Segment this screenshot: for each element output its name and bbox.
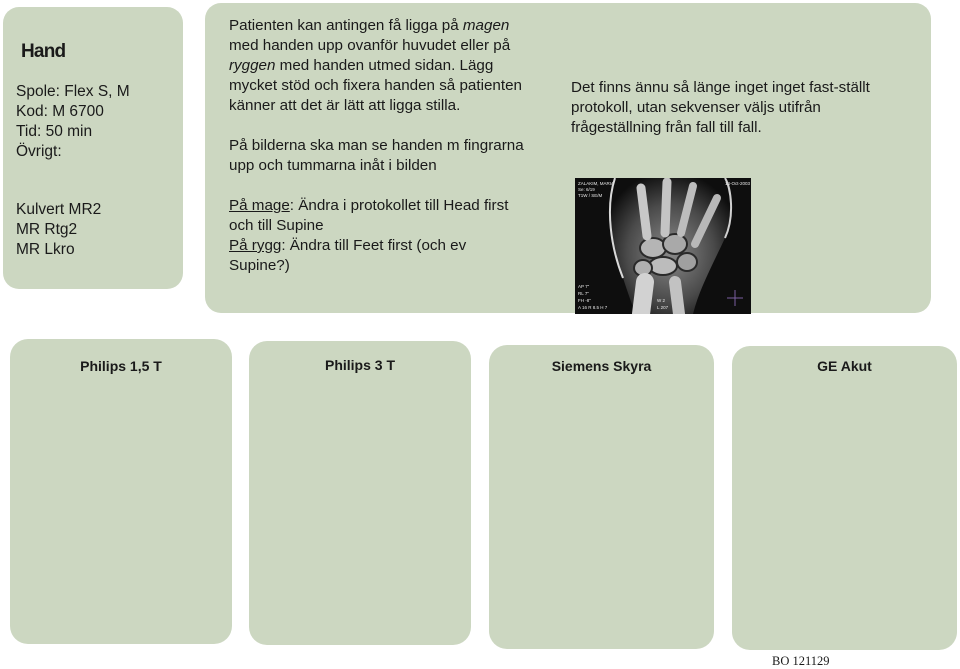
overlay-text: W 2 — [657, 298, 666, 303]
overlay-text: RL 7" — [578, 291, 589, 296]
overlay-date: 14-Oct-2003 — [725, 181, 751, 186]
code-line: Kod: M 6700 — [16, 103, 104, 120]
scanner-label: GE Akut — [817, 358, 872, 374]
text-span: med handen utmed sidan. Lägg mycket stöd och fixera handen så patienten känner att det är lätt att ligga stilla. — [229, 57, 522, 114]
exam-title: Hand — [21, 41, 66, 62]
prone-instruction — [229, 196, 529, 236]
scanner-card-philips-15t — [10, 339, 232, 644]
instructions-card — [205, 3, 931, 313]
emphasis-magen: magen — [462, 17, 510, 34]
document-code: BO 121129 — [772, 654, 830, 668]
scanner-label: Philips 1,5 T — [80, 358, 162, 374]
scanner-card-siemens-skyra — [489, 345, 714, 649]
emphasis-ryggen: ryggen — [229, 57, 276, 74]
scanner-label: Philips 3 T — [324, 357, 395, 373]
overlay-text: A 16 R 8.5 H 7 — [578, 305, 608, 310]
supine-label: På rygg — [229, 237, 282, 254]
text-span: Patienten kan antingen få ligga på — [229, 17, 463, 34]
protocol-note: Det finns ännu så länge inget inget fast-ställt protokoll, utan sekvenser väljs utifrån frågeställning från fall till fall. — [571, 79, 870, 136]
supine-instruction — [229, 236, 529, 276]
scanner-card-philips-3t — [249, 341, 471, 645]
time-line: Tid: 50 min — [16, 123, 93, 140]
overlay-text: T1W / SE/M — [578, 193, 603, 198]
other-line: Övrigt: — [16, 143, 62, 160]
mri-wrist-image — [575, 178, 751, 314]
scanner-label: Siemens Skyra — [551, 358, 652, 374]
positioning-instructions — [229, 16, 529, 276]
supine-text: : Ändra till Feet first (och ev Supine?) — [229, 237, 467, 274]
overlay-text: ZALAKIM, MARIA — [578, 181, 615, 186]
location-list — [16, 200, 101, 260]
text-span: med handen upp ovanför huvudet eller på — [229, 37, 511, 54]
location-line: MR Lkro — [16, 241, 75, 258]
exam-details — [16, 82, 130, 162]
mri-scan-graphic — [575, 178, 751, 314]
coil-line: Spole: Flex S, M — [16, 83, 130, 100]
positioning-paragraph — [229, 16, 529, 116]
overlay-text: L 207 — [657, 305, 669, 310]
location-line: Kulvert MR2 — [16, 201, 102, 218]
overlay-text: Se: 6/19 — [578, 187, 595, 192]
overlay-text: FH -8" — [578, 298, 591, 303]
exam-info-card — [3, 7, 183, 289]
prone-label: På mage — [229, 197, 290, 214]
location-line: MR Rtg2 — [16, 221, 78, 238]
prone-text: : Ändra i protokollet till Head first och till Supine — [229, 197, 509, 234]
scanner-card-ge-akut — [732, 346, 957, 650]
overlay-text: AP 7" — [578, 284, 590, 289]
image-orientation-paragraph: På bilderna ska man se handen m fingrarna upp och tummarna inåt i bilden — [229, 137, 524, 174]
